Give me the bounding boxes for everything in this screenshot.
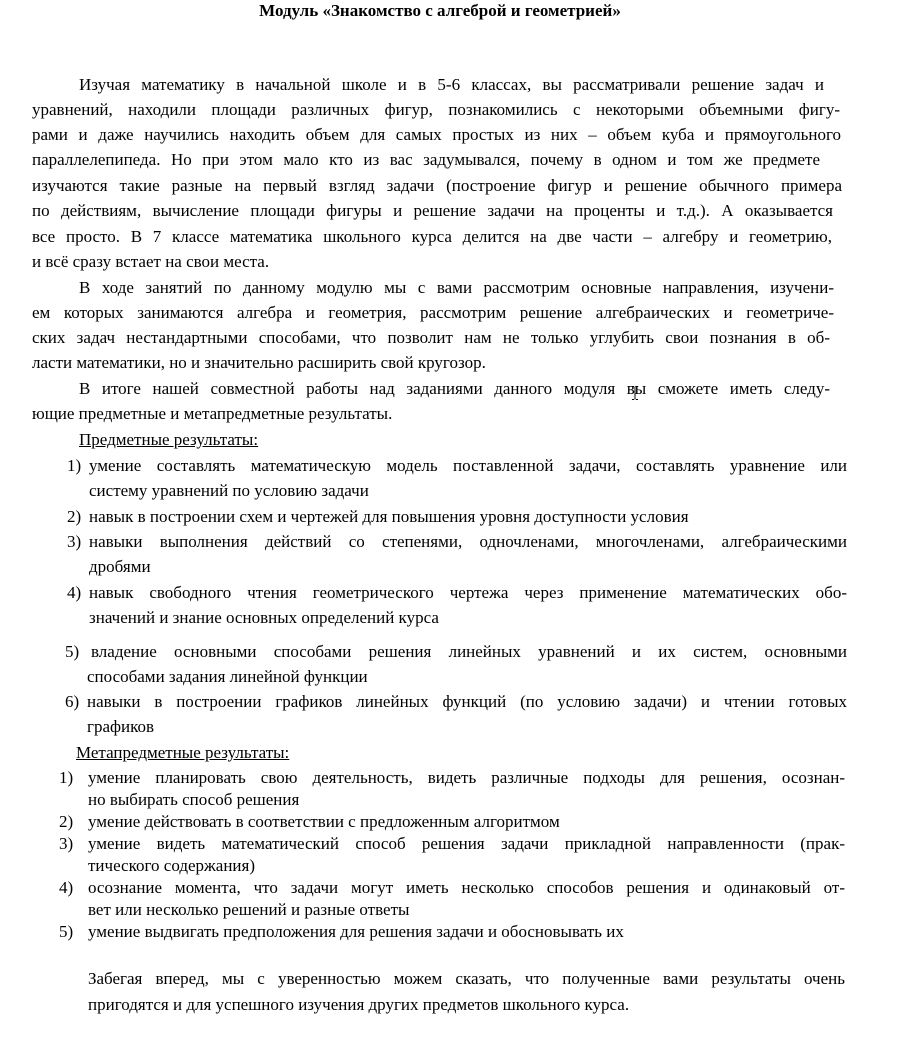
page-title: Модуль «Знакомство с алгеброй и геометрией» (259, 1, 621, 20)
paragraph-line: ласти математики, но и значительно расширить свой кругозор. (32, 353, 486, 372)
paragraph-line: и всё сразу встает на свои места. (32, 252, 270, 271)
list-number: 2) (59, 812, 74, 831)
paragraph-line: Изучая математику в начальной школе и в 5-6 классах, вы рассматривали решение задач и (79, 75, 824, 94)
list-number: 3) (67, 532, 82, 551)
meta-results-heading: Метапредметные результаты: (76, 743, 290, 762)
list-item-text: значений и знание основных определений курса (89, 608, 439, 627)
list-item-text: дробями (89, 557, 151, 576)
subject-results-heading: Предметные результаты: (79, 430, 259, 449)
list-item-text: навык в построении схем и чертежей для повышения уровня доступности условия (89, 507, 689, 526)
list-number: 6) (65, 692, 80, 711)
list-item-text: умение выдвигать предположения для решения задачи и обосновывать их (88, 922, 624, 941)
paragraph-line: параллелепипеда. Но при этом мало кто из вас задумывался, почему в одном и том же предмете (32, 150, 820, 169)
list-item-text: владение основными способами решения линейных уравнений и их систем, основными (91, 642, 847, 661)
list-item-text: тического содержания) (88, 856, 256, 875)
list-number: 1) (59, 768, 74, 787)
list-item-text: навык свободного чтения геометрического чертежа через применение математических обо- (89, 583, 847, 602)
paragraph-line: ем которых занимаются алгебра и геометрия, рассмотрим решение алгебраических и геометриче- (32, 303, 834, 322)
list-number: 4) (67, 583, 82, 602)
paragraph-line: ющие предметные и метапредметные результаты. (32, 404, 393, 423)
paragraph-line: Забегая вперед, мы с уверенностью можем сказать, что полученные вами результаты очень (88, 969, 845, 988)
list-item-text: способами задания линейной функции (87, 667, 368, 686)
list-item-text: умение планировать свою деятельность, видеть различные подходы для решения, осознан- (88, 768, 845, 787)
paragraph-line: уравнений, находили площади различных фигур, познакомились с некоторыми объемными фигу- (32, 100, 840, 119)
paragraph-line: все просто. В 7 классе математика школьного курса делится на две части – алгебру и геометрию, (32, 227, 832, 246)
list-item-text: умение видеть математический способ решения задачи прикладной направленности (прак- (88, 834, 845, 853)
list-item-text: навыки в построении графиков линейных функций (по условию задачи) и чтении готовых (87, 692, 847, 711)
list-item-text: осознание момента, что задачи могут иметь несколько способов решения и одинаковый от- (88, 878, 845, 897)
paragraph-line: ских задач нестандартными способами, что позволит нам не только углубить свои познания в об- (32, 328, 830, 347)
list-number: 2) (67, 507, 82, 526)
list-number: 4) (59, 878, 74, 897)
list-item-text: вет или несколько решений и разные ответы (88, 900, 410, 919)
list-item-text: навыки выполнения действий со степенями, одночленами, многочленами, алгебраическими (89, 532, 847, 551)
list-number: 1) (67, 456, 82, 475)
text-cursor-icon (632, 386, 638, 400)
list-item-text: графиков (87, 717, 155, 736)
list-item-text: но выбирать способ решения (88, 790, 300, 809)
paragraph-line: В ходе занятий по данному модулю мы с вами рассмотрим основные направления, изучени- (79, 278, 834, 297)
list-item-text: умение составлять математическую модель поставленной задачи, составлять уравнение или (89, 456, 847, 475)
paragraph-line: рами и даже научились находить объем для самых простых из них – объем куба и прямоугольного (32, 125, 841, 144)
list-number: 5) (59, 922, 74, 941)
list-number: 5) (65, 642, 80, 661)
paragraph-line: В итоге нашей совместной работы над заданиями данного модуля вы сможете иметь следу- (79, 379, 830, 398)
paragraph-line: по действиям, вычисление площади фигуры и решение задачи на проценты и т.д.). А оказывается (32, 201, 833, 220)
list-number: 3) (59, 834, 74, 853)
paragraph-line: изучаются такие разные на первый взгляд задачи (построение фигур и решение обычного примера (32, 176, 842, 195)
list-item-text: систему уравнений по условию задачи (89, 481, 369, 500)
list-item-text: умение действовать в соответствии с предложенным алгоритмом (88, 812, 560, 831)
paragraph-line: пригодятся и для успешного изучения других предметов школьного курса. (88, 995, 630, 1014)
